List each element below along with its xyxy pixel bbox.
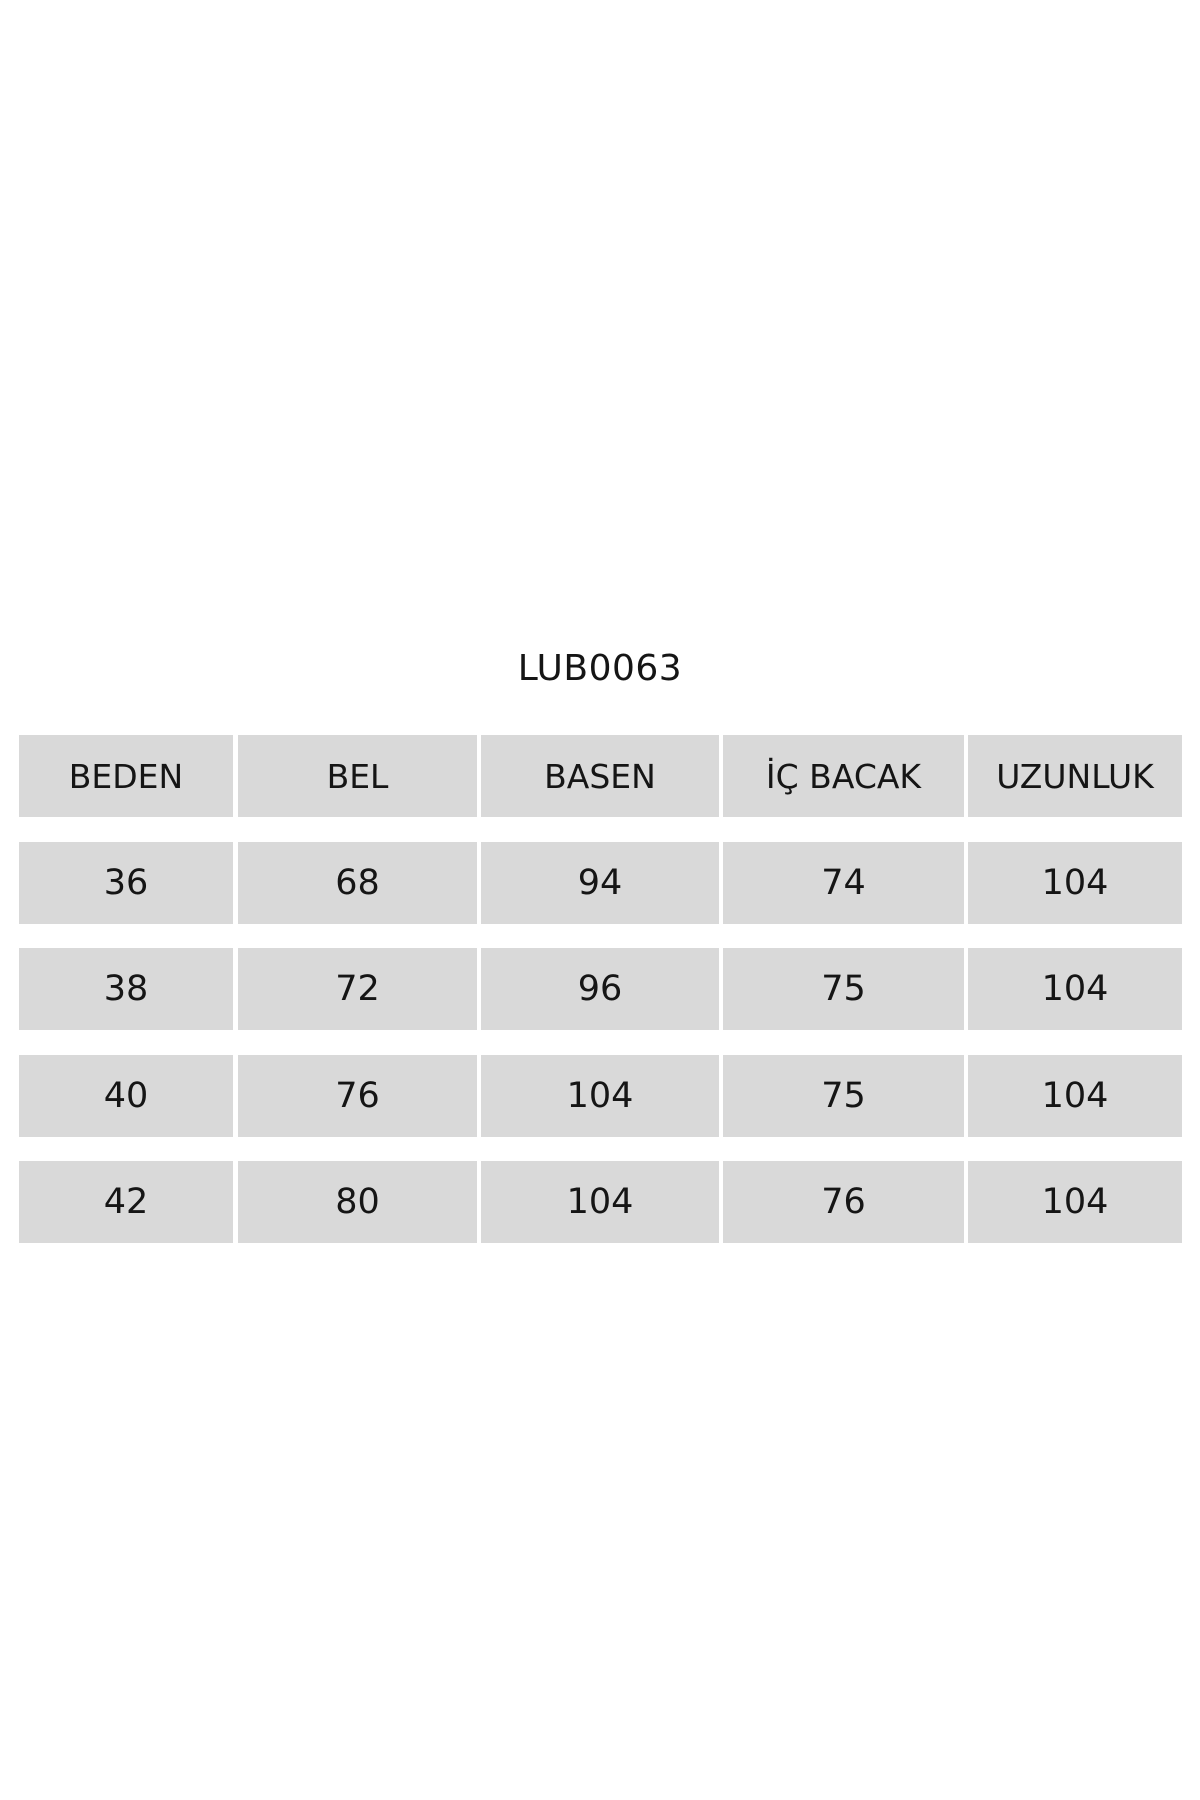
product-code-title: LUB0063 bbox=[517, 648, 683, 689]
table-cell: 40 bbox=[19, 1055, 233, 1137]
table-cell: 76 bbox=[238, 1055, 477, 1137]
table-cell: 104 bbox=[968, 1055, 1182, 1137]
header-cell-bel: BEL bbox=[238, 735, 477, 817]
table-header-row bbox=[0, 735, 1200, 817]
table-row bbox=[0, 1161, 1200, 1243]
table-cell: 104 bbox=[481, 1161, 719, 1243]
table-cell: 75 bbox=[723, 1055, 964, 1137]
table-cell: 42 bbox=[19, 1161, 233, 1243]
table-cell: 94 bbox=[481, 842, 719, 924]
table-row bbox=[0, 948, 1200, 1030]
table-cell: 68 bbox=[238, 842, 477, 924]
table-cell: 36 bbox=[19, 842, 233, 924]
table-cell: 104 bbox=[481, 1055, 719, 1137]
table-cell: 96 bbox=[481, 948, 719, 1030]
table-row bbox=[0, 842, 1200, 924]
table-cell: 104 bbox=[968, 948, 1182, 1030]
table-row bbox=[0, 1055, 1200, 1137]
header-cell-uzunluk: UZUNLUK bbox=[968, 735, 1182, 817]
header-cell-beden: BEDEN bbox=[19, 735, 233, 817]
table-cell: 104 bbox=[968, 1161, 1182, 1243]
table-cell: 80 bbox=[238, 1161, 477, 1243]
table-cell: 74 bbox=[723, 842, 964, 924]
table-cell: 104 bbox=[968, 842, 1182, 924]
header-cell-basen: BASEN bbox=[481, 735, 719, 817]
table-cell: 38 bbox=[19, 948, 233, 1030]
table-cell: 76 bbox=[723, 1161, 964, 1243]
table-cell: 72 bbox=[238, 948, 477, 1030]
table-cell: 75 bbox=[723, 948, 964, 1030]
header-cell-ic-bacak: İÇ BACAK bbox=[723, 735, 964, 817]
